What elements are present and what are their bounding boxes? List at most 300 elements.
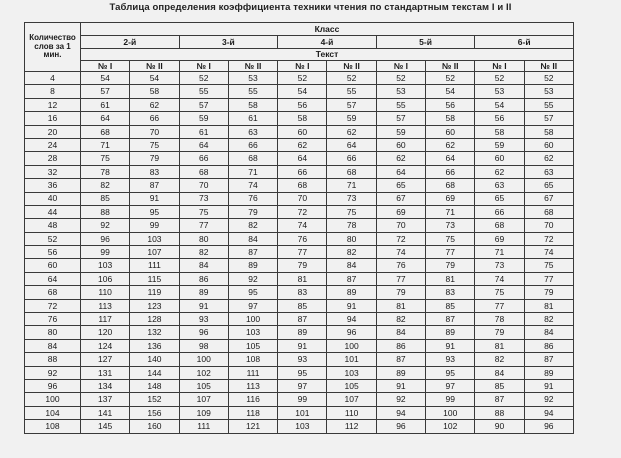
coefficient-cell: 116 bbox=[228, 393, 277, 406]
coefficient-cell: 78 bbox=[327, 219, 376, 232]
coefficient-cell: 52 bbox=[327, 72, 376, 85]
table-row bbox=[25, 393, 574, 406]
coefficient-cell: 91 bbox=[179, 299, 228, 312]
coefficient-cell: 102 bbox=[426, 420, 475, 433]
coefficient-cell: 68 bbox=[228, 152, 277, 165]
coefficient-cell: 85 bbox=[278, 299, 327, 312]
coefficient-cell: 62 bbox=[130, 98, 179, 111]
coefficient-cell: 96 bbox=[179, 326, 228, 339]
coefficient-cell: 95 bbox=[426, 366, 475, 379]
coefficient-cell: 82 bbox=[327, 246, 376, 259]
coefficient-cell: 52 bbox=[376, 72, 425, 85]
class-header: 6-й bbox=[475, 36, 574, 49]
coefficient-cell: 66 bbox=[228, 138, 277, 151]
class-header: 4-й bbox=[278, 36, 377, 49]
coefficient-cell: 92 bbox=[228, 272, 277, 285]
word-count-cell: 20 bbox=[25, 125, 81, 138]
coefficient-cell: 84 bbox=[228, 232, 277, 245]
coefficient-cell: 89 bbox=[278, 326, 327, 339]
class-header-row bbox=[25, 36, 574, 49]
text-header: № II bbox=[524, 61, 573, 72]
coefficient-cell: 68 bbox=[524, 205, 573, 218]
word-count-cell: 72 bbox=[25, 299, 81, 312]
coefficient-cell: 68 bbox=[475, 219, 524, 232]
coefficient-cell: 118 bbox=[228, 406, 277, 419]
coefficient-cell: 79 bbox=[278, 259, 327, 272]
coefficient-cell: 54 bbox=[130, 72, 179, 85]
coefficient-cell: 98 bbox=[179, 339, 228, 352]
table-row bbox=[25, 85, 574, 98]
coefficient-cell: 52 bbox=[179, 72, 228, 85]
coefficient-cell: 55 bbox=[228, 85, 277, 98]
coefficient-cell: 72 bbox=[278, 205, 327, 218]
coefficient-cell: 113 bbox=[228, 379, 277, 392]
coefficient-cell: 100 bbox=[228, 313, 277, 326]
coefficient-cell: 87 bbox=[376, 353, 425, 366]
coefficient-cell: 87 bbox=[278, 313, 327, 326]
word-count-cell: 52 bbox=[25, 232, 81, 245]
coefficient-cell: 73 bbox=[179, 192, 228, 205]
coefficient-cell: 62 bbox=[524, 152, 573, 165]
coefficient-cell: 75 bbox=[81, 152, 130, 165]
coefficient-cell: 91 bbox=[130, 192, 179, 205]
coefficient-cell: 96 bbox=[376, 420, 425, 433]
word-count-cell: 80 bbox=[25, 326, 81, 339]
table-row bbox=[25, 205, 574, 218]
coefficient-cell: 77 bbox=[524, 272, 573, 285]
coefficient-cell: 52 bbox=[524, 72, 573, 85]
coefficient-cell: 70 bbox=[524, 219, 573, 232]
coefficient-cell: 80 bbox=[179, 232, 228, 245]
coefficient-cell: 117 bbox=[81, 313, 130, 326]
coefficient-cell: 86 bbox=[376, 339, 425, 352]
coefficient-cell: 57 bbox=[81, 85, 130, 98]
coefficient-cell: 86 bbox=[524, 339, 573, 352]
text-header: № II bbox=[228, 61, 277, 72]
coefficient-cell: 66 bbox=[426, 165, 475, 178]
coefficient-cell: 136 bbox=[130, 339, 179, 352]
coefficient-cell: 89 bbox=[376, 366, 425, 379]
coefficient-cell: 87 bbox=[228, 246, 277, 259]
coefficient-cell: 94 bbox=[327, 313, 376, 326]
coefficient-cell: 107 bbox=[179, 393, 228, 406]
coefficient-cell: 58 bbox=[426, 112, 475, 125]
word-count-cell: 44 bbox=[25, 205, 81, 218]
table-row bbox=[25, 326, 574, 339]
coefficient-cell: 55 bbox=[327, 85, 376, 98]
coefficient-cell: 77 bbox=[376, 272, 425, 285]
coefficient-cell: 78 bbox=[475, 313, 524, 326]
coefficient-cell: 111 bbox=[130, 259, 179, 272]
coefficient-cell: 55 bbox=[179, 85, 228, 98]
word-count-cell: 88 bbox=[25, 353, 81, 366]
coefficient-cell: 85 bbox=[81, 192, 130, 205]
coefficient-cell: 58 bbox=[524, 125, 573, 138]
coefficient-cell: 95 bbox=[130, 205, 179, 218]
coefficient-cell: 92 bbox=[524, 393, 573, 406]
coefficient-cell: 62 bbox=[376, 152, 425, 165]
coefficient-cell: 74 bbox=[376, 246, 425, 259]
coefficient-cell: 103 bbox=[228, 326, 277, 339]
text-header: № I bbox=[475, 61, 524, 72]
coefficient-cell: 81 bbox=[475, 339, 524, 352]
coefficient-cell: 81 bbox=[426, 272, 475, 285]
coefficient-cell: 70 bbox=[130, 125, 179, 138]
coefficient-cell: 73 bbox=[475, 259, 524, 272]
coefficient-cell: 52 bbox=[278, 72, 327, 85]
coefficient-cell: 94 bbox=[524, 406, 573, 419]
coefficient-cell: 69 bbox=[475, 232, 524, 245]
coefficient-cell: 74 bbox=[278, 219, 327, 232]
coefficient-cell: 60 bbox=[475, 152, 524, 165]
coefficient-cell: 58 bbox=[228, 98, 277, 111]
coefficient-cell: 52 bbox=[426, 72, 475, 85]
coefficient-cell: 83 bbox=[278, 286, 327, 299]
coefficient-cell: 57 bbox=[376, 112, 425, 125]
word-count-cell: 8 bbox=[25, 85, 81, 98]
coefficient-cell: 65 bbox=[524, 179, 573, 192]
coefficient-cell: 54 bbox=[278, 85, 327, 98]
coefficient-cell: 61 bbox=[179, 125, 228, 138]
table-row bbox=[25, 259, 574, 272]
coefficient-cell: 82 bbox=[81, 179, 130, 192]
coefficient-cell: 71 bbox=[426, 205, 475, 218]
text-header: № I bbox=[376, 61, 425, 72]
coefficient-cell: 89 bbox=[327, 286, 376, 299]
coefficient-cell: 103 bbox=[81, 259, 130, 272]
coefficient-cell: 64 bbox=[376, 165, 425, 178]
coefficient-cell: 54 bbox=[81, 72, 130, 85]
word-count-cell: 12 bbox=[25, 98, 81, 111]
table-row bbox=[25, 179, 574, 192]
coefficient-cell: 56 bbox=[278, 98, 327, 111]
coefficient-cell: 87 bbox=[426, 313, 475, 326]
coefficient-cell: 68 bbox=[327, 165, 376, 178]
class-header: 3-й bbox=[179, 36, 278, 49]
coefficient-cell: 99 bbox=[278, 393, 327, 406]
coefficient-cell: 71 bbox=[327, 179, 376, 192]
coefficient-cell: 95 bbox=[278, 366, 327, 379]
table-row bbox=[25, 339, 574, 352]
table-row bbox=[25, 219, 574, 232]
coefficient-cell: 59 bbox=[475, 138, 524, 151]
word-count-cell: 24 bbox=[25, 138, 81, 151]
table-row bbox=[25, 366, 574, 379]
table-row bbox=[25, 112, 574, 125]
coefficient-cell: 100 bbox=[179, 353, 228, 366]
coefficient-cell: 62 bbox=[327, 125, 376, 138]
coefficient-cell: 61 bbox=[228, 112, 277, 125]
coefficient-cell: 87 bbox=[524, 353, 573, 366]
coefficient-cell: 99 bbox=[426, 393, 475, 406]
coefficient-cell: 119 bbox=[130, 286, 179, 299]
text-group-header: Текст bbox=[81, 49, 574, 61]
coefficient-cell: 82 bbox=[228, 219, 277, 232]
coefficient-cell: 65 bbox=[475, 192, 524, 205]
table-body bbox=[25, 72, 574, 434]
reading-coefficient-table bbox=[24, 22, 574, 434]
coefficient-cell: 92 bbox=[81, 219, 130, 232]
coefficient-cell: 128 bbox=[130, 313, 179, 326]
coefficient-cell: 144 bbox=[130, 366, 179, 379]
coefficient-cell: 66 bbox=[475, 205, 524, 218]
table-row bbox=[25, 72, 574, 85]
coefficient-cell: 88 bbox=[81, 205, 130, 218]
coefficient-cell: 58 bbox=[475, 125, 524, 138]
coefficient-cell: 52 bbox=[475, 72, 524, 85]
coefficient-cell: 123 bbox=[130, 299, 179, 312]
word-count-cell: 4 bbox=[25, 72, 81, 85]
text-header: № I bbox=[81, 61, 130, 72]
coefficient-cell: 74 bbox=[475, 272, 524, 285]
coefficient-cell: 62 bbox=[278, 138, 327, 151]
coefficient-cell: 55 bbox=[524, 98, 573, 111]
table-row bbox=[25, 192, 574, 205]
coefficient-cell: 70 bbox=[179, 179, 228, 192]
coefficient-cell: 57 bbox=[179, 98, 228, 111]
coefficient-cell: 53 bbox=[228, 72, 277, 85]
coefficient-cell: 131 bbox=[81, 366, 130, 379]
coefficient-cell: 156 bbox=[130, 406, 179, 419]
coefficient-cell: 53 bbox=[376, 85, 425, 98]
coefficient-cell: 99 bbox=[81, 246, 130, 259]
coefficient-cell: 85 bbox=[426, 299, 475, 312]
coefficient-cell: 82 bbox=[524, 313, 573, 326]
coefficient-cell: 72 bbox=[524, 232, 573, 245]
coefficient-cell: 89 bbox=[524, 366, 573, 379]
coefficient-cell: 83 bbox=[130, 165, 179, 178]
coefficient-cell: 120 bbox=[81, 326, 130, 339]
table-row bbox=[25, 98, 574, 111]
coefficient-cell: 63 bbox=[524, 165, 573, 178]
coefficient-cell: 91 bbox=[376, 379, 425, 392]
coefficient-cell: 109 bbox=[179, 406, 228, 419]
coefficient-cell: 75 bbox=[426, 232, 475, 245]
coefficient-cell: 79 bbox=[524, 286, 573, 299]
table-row bbox=[25, 125, 574, 138]
word-count-cell: 108 bbox=[25, 420, 81, 433]
word-count-cell: 100 bbox=[25, 393, 81, 406]
word-count-cell: 92 bbox=[25, 366, 81, 379]
coefficient-cell: 75 bbox=[179, 205, 228, 218]
coefficient-cell: 90 bbox=[475, 420, 524, 433]
coefficient-cell: 75 bbox=[475, 286, 524, 299]
coefficient-cell: 79 bbox=[475, 326, 524, 339]
coefficient-cell: 89 bbox=[179, 286, 228, 299]
coefficient-cell: 64 bbox=[426, 152, 475, 165]
word-count-cell: 76 bbox=[25, 313, 81, 326]
coefficient-cell: 91 bbox=[524, 379, 573, 392]
coefficient-cell: 60 bbox=[376, 138, 425, 151]
coefficient-cell: 53 bbox=[475, 85, 524, 98]
coefficient-cell: 84 bbox=[524, 326, 573, 339]
word-count-cell: 36 bbox=[25, 179, 81, 192]
coefficient-cell: 71 bbox=[228, 165, 277, 178]
coefficient-cell: 73 bbox=[426, 219, 475, 232]
text-header-row bbox=[25, 61, 574, 72]
coefficient-cell: 77 bbox=[475, 299, 524, 312]
coefficient-cell: 62 bbox=[426, 138, 475, 151]
coefficient-cell: 91 bbox=[426, 339, 475, 352]
table-row bbox=[25, 313, 574, 326]
coefficient-cell: 57 bbox=[524, 112, 573, 125]
table-row bbox=[25, 420, 574, 433]
coefficient-cell: 75 bbox=[327, 205, 376, 218]
coefficient-cell: 81 bbox=[278, 272, 327, 285]
coefficient-cell: 71 bbox=[81, 138, 130, 151]
coefficient-cell: 92 bbox=[376, 393, 425, 406]
coefficient-cell: 56 bbox=[475, 112, 524, 125]
coefficient-cell: 89 bbox=[426, 326, 475, 339]
coefficient-cell: 105 bbox=[179, 379, 228, 392]
coefficient-cell: 74 bbox=[228, 179, 277, 192]
coefficient-cell: 91 bbox=[278, 339, 327, 352]
coefficient-cell: 69 bbox=[426, 192, 475, 205]
coefficient-cell: 68 bbox=[426, 179, 475, 192]
coefficient-cell: 100 bbox=[426, 406, 475, 419]
coefficient-cell: 107 bbox=[130, 246, 179, 259]
coefficient-cell: 102 bbox=[179, 366, 228, 379]
table-row bbox=[25, 272, 574, 285]
coefficient-cell: 73 bbox=[327, 192, 376, 205]
coefficient-cell: 97 bbox=[426, 379, 475, 392]
coefficient-cell: 79 bbox=[130, 152, 179, 165]
coefficient-cell: 89 bbox=[228, 259, 277, 272]
coefficient-cell: 68 bbox=[81, 125, 130, 138]
coefficient-cell: 87 bbox=[130, 179, 179, 192]
coefficient-cell: 97 bbox=[228, 299, 277, 312]
coefficient-cell: 95 bbox=[228, 286, 277, 299]
text-header: № II bbox=[426, 61, 475, 72]
coefficient-cell: 61 bbox=[81, 98, 130, 111]
word-count-cell: 84 bbox=[25, 339, 81, 352]
coefficient-cell: 68 bbox=[179, 165, 228, 178]
coefficient-cell: 93 bbox=[278, 353, 327, 366]
coefficient-cell: 107 bbox=[327, 393, 376, 406]
coefficient-cell: 59 bbox=[179, 112, 228, 125]
coefficient-cell: 68 bbox=[278, 179, 327, 192]
table-row bbox=[25, 299, 574, 312]
coefficient-cell: 112 bbox=[327, 420, 376, 433]
word-count-cell: 40 bbox=[25, 192, 81, 205]
coefficient-cell: 64 bbox=[327, 138, 376, 151]
coefficient-cell: 60 bbox=[524, 138, 573, 151]
coefficient-cell: 113 bbox=[81, 299, 130, 312]
coefficient-cell: 103 bbox=[278, 420, 327, 433]
coefficient-cell: 59 bbox=[327, 112, 376, 125]
coefficient-cell: 82 bbox=[179, 246, 228, 259]
coefficient-cell: 87 bbox=[475, 393, 524, 406]
class-header: 2-й bbox=[81, 36, 180, 49]
coefficient-cell: 145 bbox=[81, 420, 130, 433]
coefficient-cell: 66 bbox=[130, 112, 179, 125]
word-count-cell: 32 bbox=[25, 165, 81, 178]
coefficient-cell: 58 bbox=[278, 112, 327, 125]
coefficient-cell: 134 bbox=[81, 379, 130, 392]
word-count-cell: 104 bbox=[25, 406, 81, 419]
coefficient-cell: 141 bbox=[81, 406, 130, 419]
coefficient-cell: 83 bbox=[426, 286, 475, 299]
coefficient-cell: 76 bbox=[278, 232, 327, 245]
table-row bbox=[25, 232, 574, 245]
table-row bbox=[25, 138, 574, 151]
class-header: 5-й bbox=[376, 36, 475, 49]
coefficient-cell: 84 bbox=[376, 326, 425, 339]
coefficient-cell: 121 bbox=[228, 420, 277, 433]
coefficient-cell: 82 bbox=[475, 353, 524, 366]
coefficient-cell: 127 bbox=[81, 353, 130, 366]
coefficient-cell: 81 bbox=[376, 299, 425, 312]
coefficient-cell: 84 bbox=[327, 259, 376, 272]
text-header: № II bbox=[327, 61, 376, 72]
coefficient-cell: 93 bbox=[179, 313, 228, 326]
text-header: № I bbox=[278, 61, 327, 72]
coefficient-cell: 110 bbox=[81, 286, 130, 299]
coefficient-cell: 75 bbox=[524, 259, 573, 272]
coefficient-cell: 69 bbox=[376, 205, 425, 218]
coefficient-cell: 110 bbox=[327, 406, 376, 419]
word-count-cell: 56 bbox=[25, 246, 81, 259]
coefficient-cell: 96 bbox=[81, 232, 130, 245]
coefficient-cell: 108 bbox=[228, 353, 277, 366]
coefficient-cell: 94 bbox=[376, 406, 425, 419]
coefficient-cell: 111 bbox=[179, 420, 228, 433]
coefficient-cell: 106 bbox=[81, 272, 130, 285]
coefficient-cell: 111 bbox=[228, 366, 277, 379]
coefficient-cell: 124 bbox=[81, 339, 130, 352]
text-header: № I bbox=[179, 61, 228, 72]
coefficient-cell: 97 bbox=[278, 379, 327, 392]
coefficient-cell: 54 bbox=[475, 98, 524, 111]
coefficient-cell: 101 bbox=[327, 353, 376, 366]
table-row bbox=[25, 286, 574, 299]
coefficient-cell: 160 bbox=[130, 420, 179, 433]
coefficient-cell: 67 bbox=[376, 192, 425, 205]
coefficient-cell: 137 bbox=[81, 393, 130, 406]
table-row bbox=[25, 406, 574, 419]
count-column-header: Количество слов за 1 мин. bbox=[25, 23, 81, 72]
coefficient-cell: 103 bbox=[130, 232, 179, 245]
table-row bbox=[25, 379, 574, 392]
coefficient-cell: 99 bbox=[130, 219, 179, 232]
word-count-cell: 48 bbox=[25, 219, 81, 232]
word-count-cell: 16 bbox=[25, 112, 81, 125]
coefficient-cell: 96 bbox=[524, 420, 573, 433]
coefficient-cell: 57 bbox=[327, 98, 376, 111]
coefficient-cell: 64 bbox=[179, 138, 228, 151]
coefficient-cell: 63 bbox=[475, 179, 524, 192]
word-count-cell: 60 bbox=[25, 259, 81, 272]
coefficient-cell: 58 bbox=[130, 85, 179, 98]
coefficient-cell: 115 bbox=[130, 272, 179, 285]
table-row bbox=[25, 165, 574, 178]
coefficient-cell: 101 bbox=[278, 406, 327, 419]
coefficient-cell: 96 bbox=[327, 326, 376, 339]
coefficient-cell: 100 bbox=[327, 339, 376, 352]
coefficient-cell: 77 bbox=[278, 246, 327, 259]
coefficient-cell: 64 bbox=[278, 152, 327, 165]
coefficient-cell: 148 bbox=[130, 379, 179, 392]
coefficient-cell: 55 bbox=[376, 98, 425, 111]
coefficient-cell: 79 bbox=[228, 205, 277, 218]
coefficient-cell: 82 bbox=[376, 313, 425, 326]
coefficient-cell: 91 bbox=[327, 299, 376, 312]
coefficient-cell: 105 bbox=[327, 379, 376, 392]
coefficient-cell: 77 bbox=[179, 219, 228, 232]
coefficient-cell: 79 bbox=[426, 259, 475, 272]
coefficient-cell: 105 bbox=[228, 339, 277, 352]
coefficient-cell: 84 bbox=[475, 366, 524, 379]
